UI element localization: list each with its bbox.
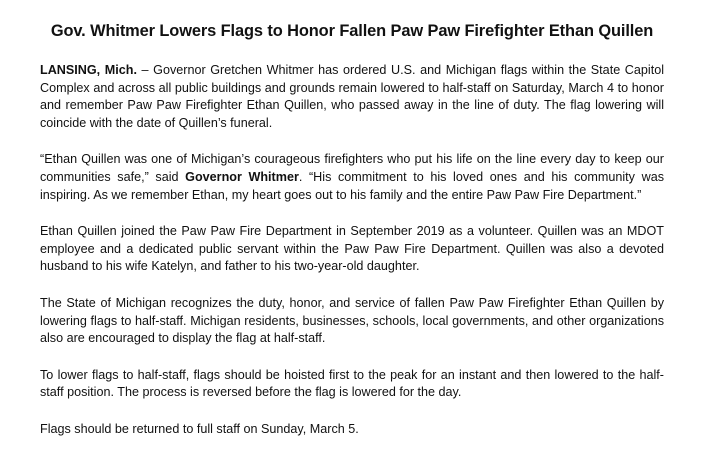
- paragraph-return-date: Flags should be returned to full staff on Sunday, March 5.: [40, 421, 359, 436]
- quote-text-before: “Ethan Quillen was one of Michigan’s courageous firefighters who put his life on the line every day to keep our communities safe,” said: [40, 152, 664, 184]
- quote-text-after: . “His commitment to his loved ones and his community was inspiring. As we remember Ethan, my heart goes out to his family and the entire Paw Paw Fire Department.”: [40, 169, 664, 202]
- paragraph-procedure: To lower flags to half-staff, flags should be hoisted first to the peak for an instant and then lowered to the half-staff position. The process is reversed before the flag is lowered for the day.: [40, 367, 664, 400]
- document-title: Gov. Whitmer Lowers Flags to Honor Fallen Paw Paw Firefighter Ethan Quillen: [50, 22, 654, 40]
- paragraph-recognition: The State of Michigan recognizes the duty, honor, and service of fallen Paw Paw Firefighter Ethan Quillen by lowering flags to half-staff. Michigan residents, businesses, schools, local governments, and other organizations also are encouraged to display the flag at half-staff.: [40, 295, 664, 346]
- quote-speaker: Governor Whitmer: [185, 169, 299, 184]
- dateline: LANSING, Mich.: [40, 63, 137, 77]
- paragraph-quote: [40, 151, 664, 204]
- paragraph-announcement: [40, 62, 664, 132]
- announcement-text: – Governor Gretchen Whitmer has ordered U.S. and Michigan flags within the State Capitol Complex and across all public buildings and grounds remain lowered to half-staff on Saturday, March 4 to honor and remember Paw Paw Firefighter Ethan Quillen, who passed away in the line of duty. The flag lowering will coincide with the date of Quillen’s funeral.: [40, 63, 664, 130]
- paragraph-biography: Ethan Quillen joined the Paw Paw Fire Department in September 2019 as a volunteer. Quillen was an MDOT employee and a dedicated public servant within the Paw Paw Fire Department. Quillen was also a devoted husband to his wife Katelyn, and father to his two-year-old daughter.: [40, 224, 664, 274]
